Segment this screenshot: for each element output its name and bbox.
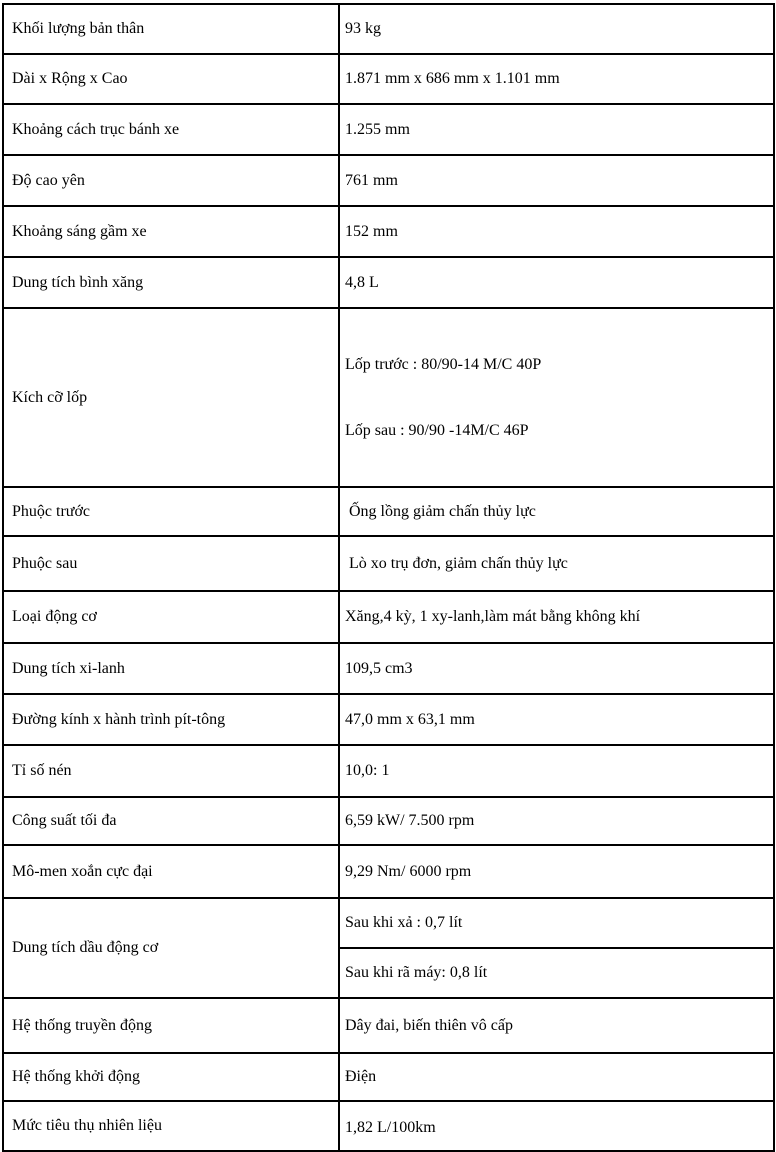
spec-value: 10,0: 1 [339, 745, 774, 797]
table-row [3, 1101, 774, 1151]
spec-label: Hệ thống truyền động [3, 998, 339, 1053]
spec-label: Phuộc trước [3, 487, 339, 536]
spec-value-line: Lốp trước : 80/90-14 M/C 40P [345, 356, 542, 373]
spec-label: Khối lượng bản thân [3, 4, 339, 54]
spec-value: Điện [339, 1053, 774, 1101]
spec-label: Tỉ số nén [3, 745, 339, 797]
spec-page [0, 3, 776, 1136]
table-row [3, 797, 774, 845]
spec-value: Dây đai, biến thiên vô cấp [339, 998, 774, 1053]
table-row [3, 257, 774, 308]
table-row [3, 643, 774, 694]
spec-value: 1.255 mm [339, 104, 774, 155]
spec-label: Đường kính x hành trình pít-tông [3, 694, 339, 745]
spec-value: 109,5 cm3 [339, 643, 774, 694]
spec-label: Kích cỡ lốp [3, 308, 339, 487]
table-row [3, 487, 774, 536]
spec-value: Xăng,4 kỳ, 1 xy-lanh,làm mát bằng không khí [339, 591, 774, 643]
spec-value: 1.871 mm x 686 mm x 1.101 mm [339, 54, 774, 104]
spec-label: Mức tiêu thụ nhiên liệu [3, 1101, 339, 1151]
table-row [3, 998, 774, 1053]
spec-value: Lò xo trụ đơn, giảm chấn thủy lực [339, 536, 774, 591]
table-row [3, 104, 774, 155]
spec-label: Dung tích bình xăng [3, 257, 339, 308]
spec-value: 47,0 mm x 63,1 mm [339, 694, 774, 745]
table-row [3, 1053, 774, 1101]
spec-value: 9,29 Nm/ 6000 rpm [339, 845, 774, 898]
table-row [3, 898, 774, 948]
spec-value: 152 mm [339, 206, 774, 257]
table-row [3, 308, 774, 487]
spec-label: Dài x Rộng x Cao [3, 54, 339, 104]
spec-label: Dung tích xi-lanh [3, 643, 339, 694]
spec-label: Mô-men xoắn cực đại [3, 845, 339, 898]
spec-label: Dung tích dầu động cơ [3, 898, 339, 998]
table-row [3, 845, 774, 898]
table-row [3, 745, 774, 797]
spec-value: Sau khi xả : 0,7 lít [339, 898, 774, 948]
table-row [3, 694, 774, 745]
spec-value [339, 308, 774, 487]
table-row [3, 206, 774, 257]
table-row [3, 155, 774, 206]
spec-label: Công suất tối đa [3, 797, 339, 845]
table-row [3, 54, 774, 104]
spec-value: 93 kg [339, 4, 774, 54]
spec-value: 4,8 L [339, 257, 774, 308]
table-row [3, 591, 774, 643]
table-row [3, 4, 774, 54]
spec-table [2, 3, 775, 1152]
spec-label: Độ cao yên [3, 155, 339, 206]
spec-label: Khoảng sáng gầm xe [3, 206, 339, 257]
spec-value: Ống lồng giảm chấn thủy lực [339, 487, 774, 536]
spec-label: Phuộc sau [3, 536, 339, 591]
spec-label: Hệ thống khởi động [3, 1053, 339, 1101]
table-row [3, 536, 774, 591]
spec-label: Loại động cơ [3, 591, 339, 643]
spec-value: 761 mm [339, 155, 774, 206]
spec-label: Khoảng cách trục bánh xe [3, 104, 339, 155]
spec-value: 6,59 kW/ 7.500 rpm [339, 797, 774, 845]
spec-value-line: Lốp sau : 90/90 -14M/C 46P [345, 422, 529, 439]
spec-value: 1,82 L/100km [339, 1101, 774, 1151]
spec-value: Sau khi rã máy: 0,8 lít [339, 948, 774, 998]
